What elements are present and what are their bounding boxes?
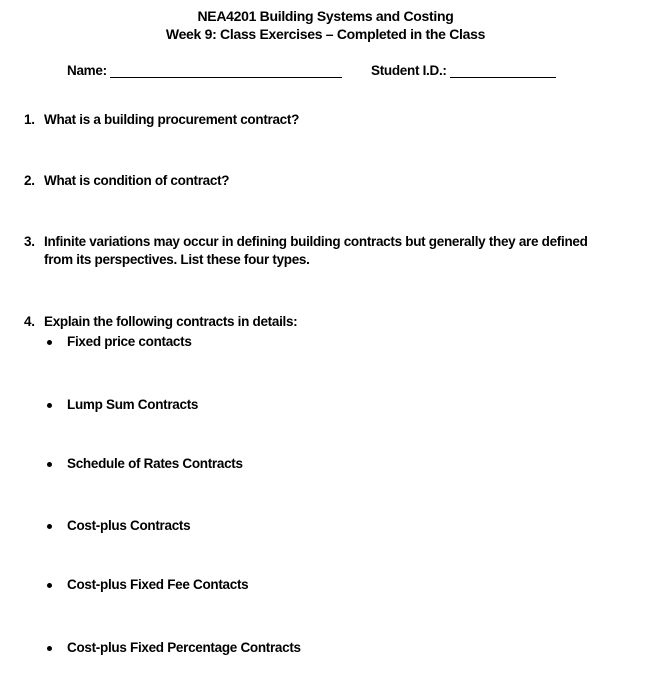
- question-number: 4.: [24, 314, 35, 329]
- document-subtitle: Week 9: Class Exercises – Completed in the Class: [165, 26, 486, 42]
- bullet-icon: [47, 462, 52, 467]
- name-blank-line: [110, 65, 342, 78]
- document-title: NEA4201 Building Systems and Costing: [197, 8, 454, 24]
- list-item-text: Schedule of Rates Contracts: [67, 456, 243, 471]
- question-number: 1.: [24, 112, 35, 127]
- list-item-schedule-of-rates: [46, 455, 243, 473]
- question-text: Explain the following contracts in details:: [44, 314, 298, 329]
- question-text: What is a building procurement contract?: [44, 112, 300, 127]
- bullet-icon: [47, 524, 52, 529]
- question-number: 3.: [24, 234, 35, 249]
- student-id-label: Student I.D.:: [371, 63, 447, 78]
- list-item-fixed-price: [46, 333, 192, 351]
- name-label: Name:: [67, 63, 107, 78]
- question-3: [24, 233, 614, 269]
- question-number: 2.: [24, 173, 35, 188]
- bullet-icon: [47, 583, 52, 588]
- list-item-cost-plus: [46, 517, 190, 535]
- bullet-icon: [47, 340, 52, 345]
- question-2: [24, 172, 624, 190]
- question-1: [24, 111, 624, 129]
- question-text: Infinite variations may occur in defining building contracts but generally they are defined from its perspectives. List these four types.: [44, 234, 588, 267]
- list-item-text: Cost-plus Fixed Percentage Contracts: [67, 640, 301, 655]
- list-item-lump-sum: [46, 396, 198, 414]
- list-item-cost-plus-fixed-fee: [46, 576, 248, 594]
- list-item-text: Cost-plus Fixed Fee Contacts: [67, 577, 249, 592]
- list-item-cost-plus-fixed-percentage: [46, 639, 301, 657]
- name-field: [67, 63, 342, 78]
- question-text: What is condition of contract?: [44, 173, 230, 188]
- list-item-text: Fixed price contacts: [67, 334, 192, 349]
- list-item-text: Cost-plus Contracts: [67, 518, 191, 533]
- student-id-field: [371, 63, 556, 78]
- bullet-icon: [47, 403, 52, 408]
- list-item-text: Lump Sum Contracts: [67, 397, 199, 412]
- question-4: [24, 313, 624, 331]
- student-id-blank-line: [450, 65, 556, 78]
- bullet-icon: [47, 646, 52, 651]
